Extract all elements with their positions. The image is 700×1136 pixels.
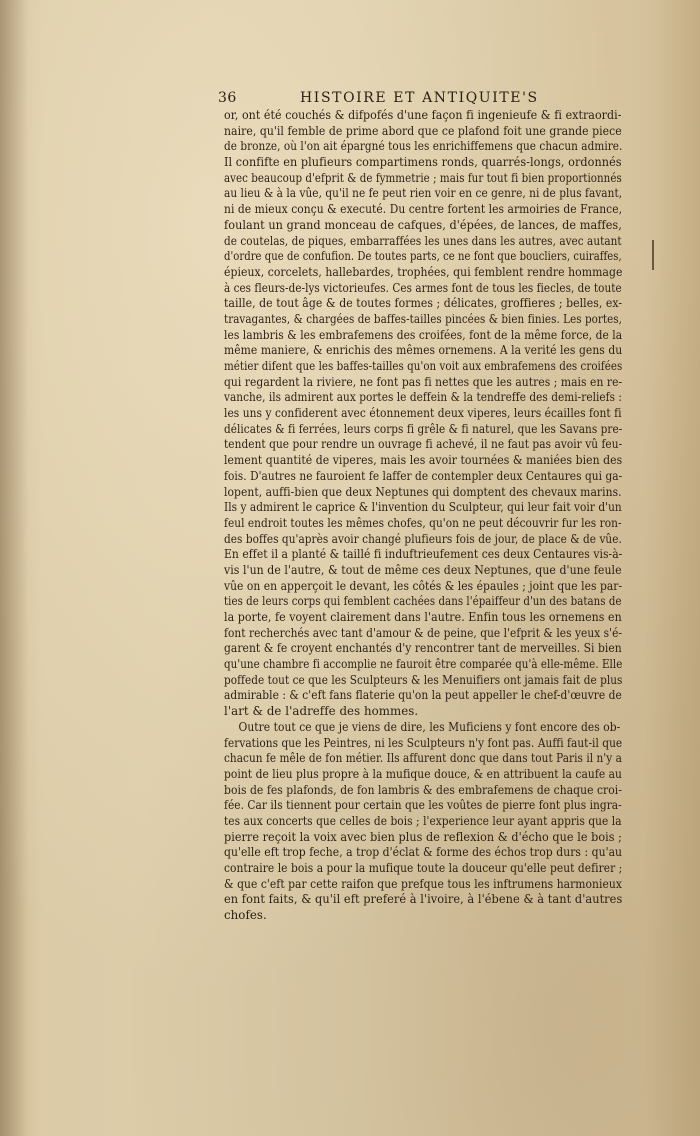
margin-mark [652,240,654,270]
text-line: garent & fe croyent enchantés d'y rencontrer tant de merveilles. Si bien [224,641,622,656]
text-line: poffede tout ce que les Sculpteurs & les Menuifiers ont jamais fait de plus [224,672,623,687]
text-line: au lieu & à la vûe, qu'il ne fe peut rien voir en ce genre, ni de plus favant, [224,186,623,201]
text-line: délicates & fi ferrées, leurs corps fi grêle & fi naturel, que les Savans pre- [224,421,623,436]
text-line: fois. D'autres ne fauroient fe laffer de contempler deux Centaures qui ga- [224,468,623,483]
text-line: la porte, fe voyent clairement dans l'autre. Enfin tous les ornemens en [224,610,622,624]
text-line: taille, de tout âge & de toutes formes ; délicates, groffieres ; belles, ex- [224,296,623,311]
text-line: Il confifte en plufieurs compartimens ronds, quarrés-longs, ordonnés [224,155,622,170]
text-line: lopent, auffi-bien que deux Neptunes qui domptent des chevaux marins. [224,484,622,499]
text-line: les uns y confiderent avec étonnement deux viperes, leurs écailles font fi [224,406,622,421]
text-line: En effet il a planté & taillé fi induftrieufement ces deux Centaures vis-à- [224,547,623,562]
text-line: métier difent que les baffes-tailles qu'on voit aux embrafemens des croifées [224,359,623,373]
text-line: vanche, ils admirent aux portes le deffein & la tendreffe des demi-reliefs : [224,390,622,405]
text-line: contraire le bois a pour la mufique toute la douceur qu'elle peut defirer ; [224,861,623,875]
running-title: HISTOIRE ET ANTIQUITE'S [300,90,539,106]
text-line: les lambris & les embrafemens des croifées, font de la même force, de la [224,327,623,342]
text-line: vis l'un de l'autre, & tout de même ces deux Neptunes, que d'une feule [224,562,622,577]
text-line: chacun fe mêle de fon métier. Ils affurent donc que dans tout Paris il n'y a [224,751,622,766]
text-line: feul endroit toutes les mêmes chofes, qu'on ne peut découvrir fur les ron- [224,515,622,530]
text-line: même maniere, & enrichis des mêmes ornemens. A la verité les gens du [224,343,623,358]
text-line: qu'elle eft trop feche, a trop d'éclat & forme des échos trop durs : qu'au [224,845,623,860]
text-line: & que c'eft par cette raifon que prefque tous les inftrumens harmonieux [224,876,622,891]
text-line: tendent que pour rendre un ouvrage fi achevé, il ne faut pas avoir vû feu- [224,437,623,452]
text-line: fervations que les Peintres, ni les Sculpteurs n'y font pas. Auffi faut-il que [224,735,623,750]
text-line: en font faits, & qu'il eft preferé à l'ivoire, à l'ébene & à tant d'autres [224,892,623,907]
paragraph-2 [224,720,622,924]
text-line: font recherchés avec tant d'amour & de peine, que l'efprit & les yeux s'é- [224,625,623,640]
text-line: de bronze, où l'on ait épargné tous les enrichiffemens que chacun admire. [224,139,623,154]
page-number: 36 [218,90,237,106]
text-line: Outre tout ce que je viens de dire, les Muficiens y font encore des ob- [238,719,621,734]
text-line: à ces fleurs-de-lys victorieufes. Ces armes font de tous les fiecles, de toute [224,280,622,295]
text-line: qu'une chambre fi accomplie ne fauroit être comparée qu'à elle-même. Elle [224,657,623,672]
text-line: chofes. [224,908,267,923]
text-line: vûe on en apperçoit le devant, les côtés & les épaules ; joint que les par- [224,578,623,593]
text-body [224,108,622,924]
text-line: Ils y admirent le caprice & l'invention du Sculpteur, qui leur fait voir d'un [224,500,622,515]
text-line: pierre reçoit la voix avec bien plus de reflexion & d'écho que le bois ; [224,829,623,844]
paragraph-1 [224,108,622,720]
gutter-shadow [0,0,28,1136]
text-line: naire, qu'il femble de prime abord que ce plafond foit une grande piece [224,123,622,138]
text-line: bois de fes plafonds, de fon lambris & des embrafemens de chaque croi- [224,782,622,797]
text-line: admirable : & c'eft fans flaterie qu'on la peut appeller le chef-d'œuvre de [224,688,622,703]
text-line: de coutelas, de piques, embarraffées les unes dans les autres, avec autant [224,233,622,248]
text-line: épieux, corcelets, hallebardes, trophées, qui femblent rendre hommage [224,264,623,279]
text-line: lement quantité de viperes, mais les avoir tournées & maniées bien des [224,453,623,468]
text-line: foulant un grand monceau de cafques, d'épées, de lances, de maffes, [224,217,622,232]
text-line: qui regardent la riviere, ne font pas fi nettes que les autres ; mais en re- [224,374,623,389]
text-line: point de lieu plus propre à la mufique douce, & en attribuent la caufe au [224,766,622,781]
text-line: l'art & de l'adreffe des hommes. [224,704,419,719]
text-line: tes aux concerts que celles de bois ; l'experience leur ayant appris que la [224,813,622,828]
page-header [218,90,618,110]
text-line: avec beaucoup d'efprit & de fymmetrie ; mais fur tout fi bien proportionnés [224,170,622,185]
text-line: d'ordre que de confufion. De toutes parts, ce ne font que boucliers, cuiraffes, [224,249,622,264]
text-line: or, ont été couchés & difpofés d'une façon fi ingenieufe & fi extraordi- [224,108,622,122]
text-line: ties de leurs corps qui femblent cachées dans l'épaiffeur d'un des batans de [224,594,622,609]
text-line: travagantes, & chargées de baffes-tailles pincées & bien finies. Les portes, [224,311,623,326]
text-line: fée. Car ils tiennent pour certain que les voûtes de pierre font plus ingra- [224,798,622,813]
text-line: des boffes qu'après avoir changé plufieurs fois de jour, de place & de vûe. [224,531,622,546]
text-line: ni de mieux conçu & executé. Du centre fortent les armoiries de France, [224,202,623,217]
